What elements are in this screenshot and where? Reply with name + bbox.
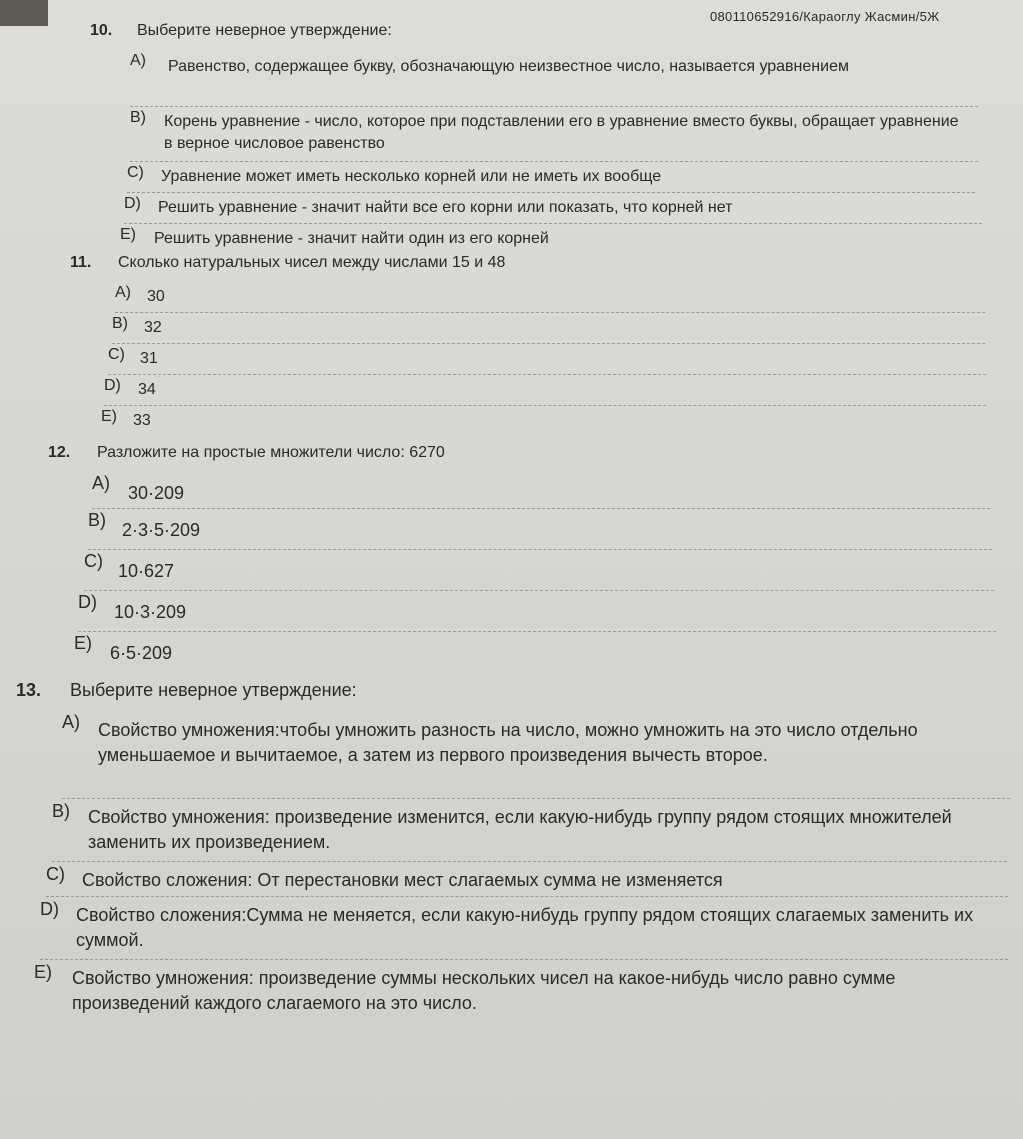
option-text: Решить уравнение - значит найти все его корни или показать, что корней нет bbox=[158, 199, 733, 216]
question-text: Сколько натуральных чисел между числами 15 и 48 bbox=[118, 254, 506, 271]
option-text: 33 bbox=[133, 412, 151, 429]
option-a bbox=[115, 282, 985, 313]
option-text: 30·209 bbox=[128, 483, 185, 503]
option-a bbox=[92, 472, 990, 509]
question-number: 12. bbox=[48, 444, 71, 461]
option-e bbox=[101, 406, 986, 436]
question-number: 10. bbox=[90, 22, 113, 39]
option-b bbox=[88, 509, 992, 550]
option-b bbox=[130, 107, 978, 162]
option-letter: A) bbox=[92, 473, 110, 493]
question-number: 13. bbox=[16, 680, 42, 700]
option-text: 34 bbox=[138, 381, 156, 398]
option-list bbox=[0, 282, 1023, 436]
option-list bbox=[0, 710, 1023, 1022]
option-letter: B) bbox=[88, 510, 106, 530]
option-a bbox=[130, 50, 978, 107]
option-d bbox=[40, 897, 1008, 960]
option-letter: C) bbox=[46, 864, 65, 884]
option-letter: E) bbox=[74, 633, 92, 653]
option-c bbox=[127, 162, 975, 193]
option-text: 32 bbox=[144, 319, 162, 336]
option-text: Решить уравнение - значит найти один из его корней bbox=[154, 230, 549, 247]
option-e bbox=[34, 960, 1009, 1022]
option-letter: A) bbox=[130, 52, 146, 69]
option-letter: D) bbox=[40, 899, 59, 919]
option-letter: B) bbox=[130, 109, 146, 126]
option-c bbox=[84, 550, 994, 591]
option-letter: C) bbox=[84, 551, 103, 571]
option-b bbox=[52, 799, 1007, 862]
option-c bbox=[46, 862, 1008, 897]
option-letter: E) bbox=[101, 408, 117, 425]
question-text: Разложите на простые множители число: 6270 bbox=[97, 444, 445, 461]
option-letter: A) bbox=[62, 712, 80, 732]
option-text: 30 bbox=[147, 288, 165, 305]
option-letter: C) bbox=[108, 346, 125, 363]
option-b bbox=[112, 313, 985, 344]
option-letter: E) bbox=[120, 226, 136, 243]
question-13 bbox=[0, 680, 1023, 1022]
option-text: 10·3·209 bbox=[114, 602, 187, 622]
option-letter: D) bbox=[104, 377, 121, 394]
question-10 bbox=[0, 22, 1023, 254]
option-d bbox=[104, 375, 986, 406]
option-letter: E) bbox=[34, 962, 52, 982]
option-letter: C) bbox=[127, 164, 144, 181]
option-text: Уравнение может иметь несколько корней или не иметь их вообще bbox=[161, 168, 662, 185]
option-letter: B) bbox=[112, 315, 128, 332]
option-text: Корень уравнение - число, которое при подставлении его в уравнение вместо буквы, обращает уравнение в верное числовое равенство bbox=[164, 113, 959, 152]
option-text: Свойство сложения: От перестановки мест слагаемых сумма не изменяется bbox=[82, 870, 723, 890]
student-id-header: 080110652916/Караоглу Жасмин/5Ж bbox=[710, 9, 940, 24]
option-list bbox=[0, 50, 1023, 254]
option-text: Свойство умножения:чтобы умножить разность на число, можно умножить на это число отдельно уменьшаемое и вычитаемое, а затем из первого произведения вычесть второе. bbox=[98, 720, 918, 765]
option-text: Свойство умножения: произведение суммы нескольких чисел на какое-нибудь число равно сумме произведений каждого слагаемого на это число. bbox=[72, 968, 896, 1013]
question-11 bbox=[0, 254, 1023, 436]
question-number: 11. bbox=[70, 254, 92, 271]
option-text: Равенство, содержащее букву, обозначающую неизвестное число, называется уравнением bbox=[168, 58, 849, 75]
option-e bbox=[120, 224, 980, 254]
option-text: Свойство умножения: произведение изменится, если какую-нибудь группу рядом стоящих множителей заменить их произведением. bbox=[88, 807, 952, 852]
option-e bbox=[74, 632, 994, 670]
option-text: 2·3·5·209 bbox=[122, 520, 201, 540]
option-letter: B) bbox=[52, 801, 70, 821]
option-text: 6·5·209 bbox=[110, 643, 173, 663]
option-letter: A) bbox=[115, 284, 131, 301]
option-letter: D) bbox=[78, 592, 97, 612]
option-a bbox=[62, 710, 1010, 799]
question-text: Выберите неверное утверждение: bbox=[70, 680, 357, 700]
option-text: 31 bbox=[140, 350, 158, 367]
option-text: Свойство сложения:Сумма не меняется, если какую-нибудь группу рядом стоящих слагаемых заменить их суммой. bbox=[76, 905, 974, 950]
option-d bbox=[124, 193, 982, 224]
question-12 bbox=[0, 444, 1023, 670]
option-letter: D) bbox=[124, 195, 141, 212]
question-text: Выберите неверное утверждение: bbox=[137, 22, 392, 39]
option-list bbox=[0, 472, 1023, 670]
option-c bbox=[108, 344, 986, 375]
option-text: 10·627 bbox=[118, 561, 175, 581]
option-d bbox=[78, 591, 996, 632]
